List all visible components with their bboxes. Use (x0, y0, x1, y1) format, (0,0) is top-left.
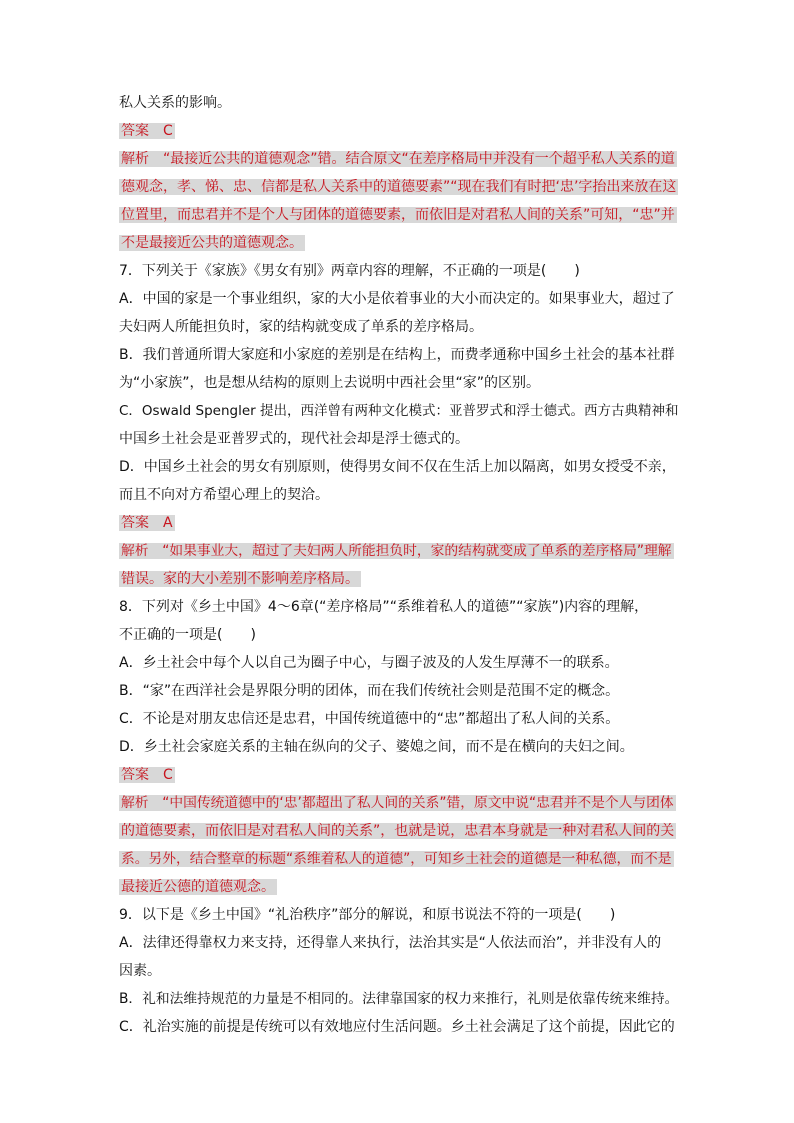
explanation-line: 不是最接近公共的道德观念。 (121, 235, 303, 251)
answer-q6: 答案 C (121, 123, 173, 139)
option-a-q9-cont: 因素。 (119, 963, 161, 979)
explanation-line: 解析 “中国传统道德中的‘忠’都超出了私人间的关系”错，原文中说“忠君并不是个人与团体 (121, 795, 674, 811)
explanation-line: 的道德要素，而依旧是对君私人间的关系”，也就是说，忠君本身就是一种对君私人间的关 (121, 823, 675, 839)
explanation-line: 最接近公德的道德观念。 (121, 879, 275, 895)
option-b-q8: B．“家”在西洋社会是界限分明的团体，而在我们传统社会则是范围不定的概念。 (119, 683, 620, 699)
intro-text: 私人关系的影响。 (119, 95, 231, 111)
answer-q7: 答案 A (121, 515, 173, 531)
option-b-q7-cont: 为“小家族”，也是想从结构的原则上去说明中西社会里“家”的区别。 (119, 375, 541, 391)
option-c-q9: C．礼治实施的前提是传统可以有效地应付生活问题。乡土社会满足了这个前提，因此它的 (119, 1019, 675, 1035)
answer-q8: 答案 C (121, 767, 173, 783)
option-c-q8: C．不论是对朋友忠信还是忠君，中国传统道德中的“忠”都超出了私人间的关系。 (119, 711, 620, 727)
option-a-q8: A．乡土社会中每个人以自己为圈子中心，与圈子波及的人发生厚薄不一的联系。 (119, 655, 619, 671)
option-d-q8: D．乡土社会家庭关系的主轴在纵向的父子、婆媳之间，而不是在横向的夫妇之间。 (119, 739, 634, 755)
explanation-line: 位置里，而忠君并不是个人与团体的道德要素，而依旧是对君私人间的关系”可知，“忠”并 (121, 207, 675, 223)
explanation-line: 解析 “最接近公共的道德观念”错。结合原文“在差序格局中并没有一个超乎私人关系的道 (121, 151, 675, 167)
option-a-q7-cont: 夫妇两人所能担负时，家的结构就变成了单系的差序格局。 (119, 319, 483, 335)
explanation-line: 德观念，孝、悌、忠、信都是私人关系中的道德要素”“现在我们有时把‘忠’字抬出来放在这 (121, 179, 677, 195)
answer-label (119, 512, 175, 534)
question-stem-q9: 9．以下是《乡土中国》“礼治秩序”部分的解说，和原书说法不符的一项是( ) (119, 907, 616, 923)
option-d-q7-cont: 而且不向对方希望心理上的契洽。 (119, 487, 329, 503)
option-b-q9: B．礼和法维持规范的力量是不相同的。法律靠国家的权力来推行，礼则是依靠传统来维持。 (119, 991, 679, 1007)
question-stem-q7: 7．下列关于《家族》《男女有别》两章内容的理解，不正确的一项是( ) (119, 263, 580, 279)
question-stem-q8-cont: 不正确的一项是( ) (119, 627, 256, 643)
option-d-q7: D．中国乡土社会的男女有别原则，使得男女间不仅在生活上加以隔离，如男女授受不亲， (119, 459, 676, 475)
answer-label (119, 120, 175, 142)
explanation-line: 错误。家的大小差别不影响差序格局。 (121, 571, 359, 587)
explanation-line: 解析 “如果事业大，超过了夫妇两人所能担负时，家的结构就变成了单系的差序格局”理解 (121, 543, 672, 559)
explanation-line: 系。另外，结合整章的标题“系维着私人的道德”，可知乡土社会的道德是一种私德，而不是 (121, 851, 672, 867)
question-stem-q8: 8．下列对《乡土中国》4～6章(“差序格局”“系维着私人的道德”“家族”)内容的理解， (119, 599, 649, 615)
option-a-q7: A．中国的家是一个事业组织，家的大小是依着事业的大小而决定的。如果事业大，超过了 (119, 291, 675, 307)
option-c-q7: C．Oswald Spengler 提出，西洋曾有两种文化模式：亚普罗式和浮士德式。西方古典精神和 (119, 403, 679, 419)
option-b-q7: B．我们普通所谓大家庭和小家庭的差别是在结构上，而费孝通称中国乡土社会的基本社群 (119, 347, 675, 363)
answer-label (119, 764, 175, 786)
option-a-q9: A．法律还得靠权力来支持，还得靠人来执行，法治其实是“人依法而治”，并非没有人的 (119, 935, 662, 951)
option-c-q7-cont: 中国乡土社会是亚普罗式的，现代社会却是浮士德式的。 (119, 431, 469, 447)
